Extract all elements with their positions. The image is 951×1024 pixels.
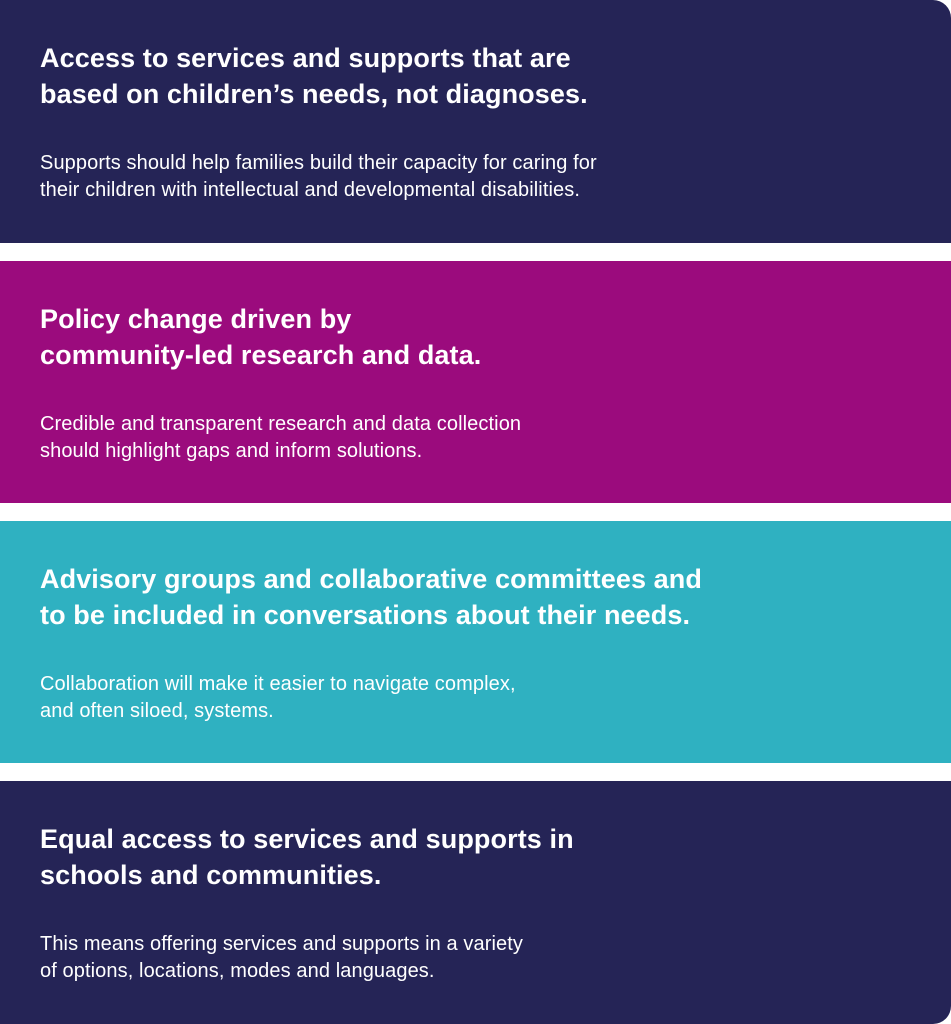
card-body-line: their children with intellectual and developmental disabilities. <box>40 179 581 201</box>
card-policy-change <box>0 261 951 503</box>
card-body-line: Credible and transparent research and data collection <box>40 413 522 435</box>
card-heading <box>40 301 560 373</box>
card-body-line: Supports should help families build their capacity for caring for <box>40 152 597 174</box>
card-body-line: Collaboration will make it easier to navigate complex, <box>40 673 516 695</box>
card-heading-line: Equal access to services and supports in <box>40 824 574 854</box>
card-body <box>40 150 730 204</box>
card-heading <box>40 40 680 112</box>
card-body-line: This means offering services and supports in a variety <box>40 933 524 955</box>
card-heading-line: community-led research and data. <box>40 340 482 370</box>
card-equal-access <box>0 781 951 1024</box>
card-heading-line: schools and communities. <box>40 860 382 890</box>
card-heading <box>40 821 660 893</box>
card-body-line: should highlight gaps and inform solutions. <box>40 440 423 462</box>
card-heading-line: Advisory groups and collaborative committees and <box>40 564 702 594</box>
card-advisory-groups <box>0 521 951 763</box>
card-heading <box>40 561 800 633</box>
card-heading-line: Policy change driven by <box>40 304 352 334</box>
card-needs-based-access <box>0 0 951 243</box>
card-body <box>40 411 640 465</box>
card-body-line: of options, locations, modes and languages. <box>40 960 435 982</box>
card-heading-line: based on children’s needs, not diagnoses. <box>40 79 588 109</box>
card-heading-line: Access to services and supports that are <box>40 43 571 73</box>
card-body <box>40 931 640 985</box>
card-body <box>40 671 640 725</box>
card-heading-line: to be included in conversations about their needs. <box>40 600 691 630</box>
card-body-line: and often siloed, systems. <box>40 700 274 722</box>
